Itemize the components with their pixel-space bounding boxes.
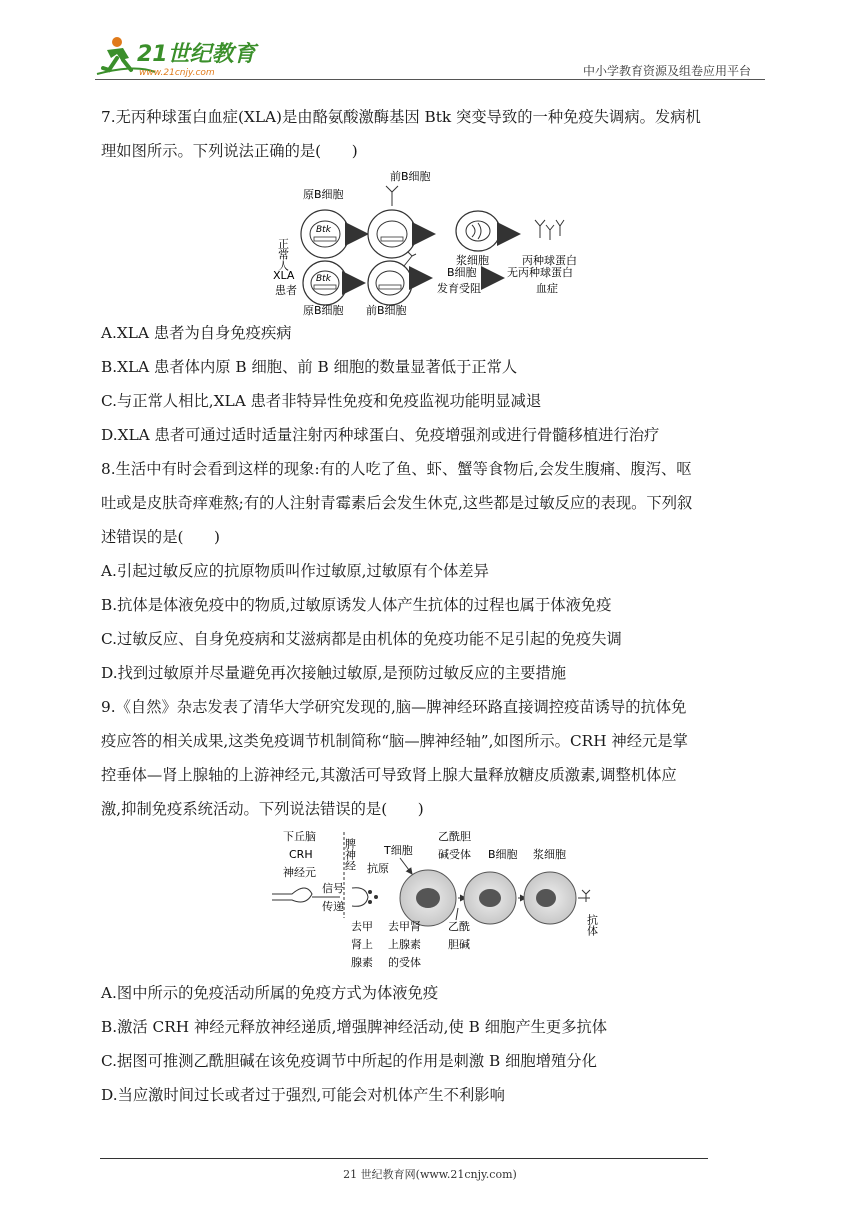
antibody-label: 抗体 [585,914,599,936]
logo-title: 21世纪教育 [137,42,256,67]
q8-option-c: C.过敏反应、自身免疫病和艾滋病都是由机体的免疫功能不足引起的免疫失调 [101,630,622,648]
ach-receptor-label-2: 碱受体 [438,848,471,861]
row-xla-label-2: 患者 [275,284,297,297]
b-cell-shape [464,872,516,924]
footer-divider [100,1158,708,1159]
q9-stem-line-3: 控垂体—肾上腺轴的上游神经元,其激活可导致肾上腺大量释放糖皮质激素,调整机体应 [101,766,677,784]
q7-option-a: A.XLA 患者为自身免疫疾病 [101,324,292,342]
site-tag: 中小学教育资源及组卷应用平台 [582,64,751,78]
q9-stem-line-1: 9.《自然》杂志发表了清华大学研究发现的,脑—脾神经环路直接调控疫苗诱导的抗体免 [101,698,687,716]
q7-stem-line-2: 理如图所示。下列说法正确的是( ) [101,142,358,160]
ach-label-2: 胆碱 [448,938,470,951]
brain-spleen-axis-diagram [0,826,860,976]
signal-label-2: 传递 [322,900,344,913]
ne-label-2: 肾上 [351,938,373,951]
hypothalamus-label: 下丘脑 [283,830,316,843]
q9-option-b: B.激活 CRH 神经元释放神经递质,增强脾神经活动,使 B 细胞产生更多抗体 [101,1018,608,1036]
q7-option-c: C.与正常人相比,XLA 患者非特异性免疫和免疫监视功能明显减退 [101,392,542,410]
antibody-icon-9 [582,890,590,902]
antibody-icon [535,220,564,240]
t-cell-label: T细胞 [384,844,413,857]
gamma-globulin-label: 丙种球蛋白 [522,254,577,267]
ach-receptor-label-1: 乙酰胆 [438,830,471,843]
neurotransmitter-dots [352,888,378,907]
row2-pre-b-cell [368,252,416,305]
page-footer: 21 世纪教育网(www.21cnjy.com) [343,1168,517,1181]
q7-stem-line-1: 7.无丙种球蛋白血症(XLA)是由酪氨酸激酶基因 Btk 突变导致的一种免疫失调病。发病机 [101,108,701,126]
disease-label-1: 无丙种球蛋白 [507,266,573,279]
q8-stem-line-1: 8.生活中有时会看到这样的现象:有的人吃了鱼、虾、蟹等食物后,会发生腹痛、腹泻、呕 [101,460,692,478]
bottom-pro-b-label: 原B细胞 [303,304,344,316]
q9-stem-line-4: 激,抑制免疫系统活动。下列说法错误的是( ) [101,800,424,818]
question-content [101,100,761,1112]
gene-label-1: Btk [316,225,331,235]
q9-stem-line-2: 疫应答的相关成果,这类免疫调节机制简称“脑—脾神经轴”,如图所示。CRH 神经元是掌 [101,732,688,750]
gene-label-2: Btk [316,274,331,284]
ne-receptor-label-1: 去甲肾 [388,920,421,933]
plasma-cell-label: 浆细胞 [456,254,489,267]
q8-option-d: D.找到过敏原并尽量避免再次接触过敏原,是预防过敏反应的主要措施 [101,664,567,682]
header-divider [95,79,765,80]
disease-label-2: 血症 [536,282,558,295]
logo-url: www.21cnjy.com [139,68,215,78]
b-cell-label: B细胞 [488,848,518,861]
ne-receptor-label-2: 上腺素 [388,938,421,951]
blocked-label-1: B细胞 [447,266,477,279]
q8-option-a: A.引起过敏反应的抗原物质叫作过敏原,过敏原有个体差异 [101,562,489,580]
ne-label-3: 腺素 [351,956,373,969]
ne-receptor-label-3: 的受体 [388,956,421,969]
logo [95,34,265,78]
row-xla-label-1: XLA [273,269,295,282]
q8-stem-line-2: 吐或是皮肤奇痒难熬;有的人注射青霉素后会发生休克,这些都是过敏反应的表现。下列叙 [101,494,693,512]
xla-mechanism-diagram [0,168,860,316]
bottom-pre-b-label: 前B细胞 [366,304,407,316]
ne-label-1: 去甲 [351,920,373,933]
crh-label: CRH [289,848,313,861]
q9-option-d: D.当应激时间过长或者过于强烈,可能会对机体产生不利影响 [101,1086,505,1104]
q9-figure [0,826,860,976]
ach-label-1: 乙酰 [448,920,470,933]
blocked-label-2: 发育受阻 [437,282,481,295]
q8-option-b: B.抗体是体液免疫中的物质,过敏原诱发人体产生抗体的过程也属于体液免疫 [101,596,612,614]
row2-pro-b-cell [303,261,347,305]
q7-option-d: D.XLA 患者可通过适时适量注射丙种球蛋白、免疫增强剂或进行骨髓移植进行治疗 [101,426,660,444]
label-pre-b-top: 前B细胞 [390,170,431,183]
row1-pre-b-cell [368,186,416,258]
q7-option-b: B.XLA 患者体内原 B 细胞、前 B 细胞的数量显著低于正常人 [101,358,518,376]
q7-figure [0,168,860,316]
antigen-label: 抗原 [367,862,389,875]
label-pro-b-top: 原B细胞 [303,188,344,201]
t-cell-shape [400,870,456,926]
row1-pro-b-cell [301,210,349,258]
plasma-cell-label-9: 浆细胞 [533,848,566,861]
signal-label-1: 信号 [322,882,344,895]
neuron-label: 神经元 [283,866,316,879]
q9-option-c: C.据图可推测乙酰胆碱在该免疫调节中所起的作用是刺激 B 细胞增殖分化 [101,1052,597,1070]
plasma-cell-shape [524,872,576,924]
row-normal-label: 正常人 [276,238,290,271]
row1-plasma-cell [456,211,500,267]
splenic-nerve-label: 脾神经 [343,838,357,871]
q8-stem-line-3: 述错误的是( ) [101,528,221,546]
q9-option-a: A.图中所示的免疫活动所属的免疫方式为体液免疫 [101,984,439,1002]
page-header [95,30,765,82]
